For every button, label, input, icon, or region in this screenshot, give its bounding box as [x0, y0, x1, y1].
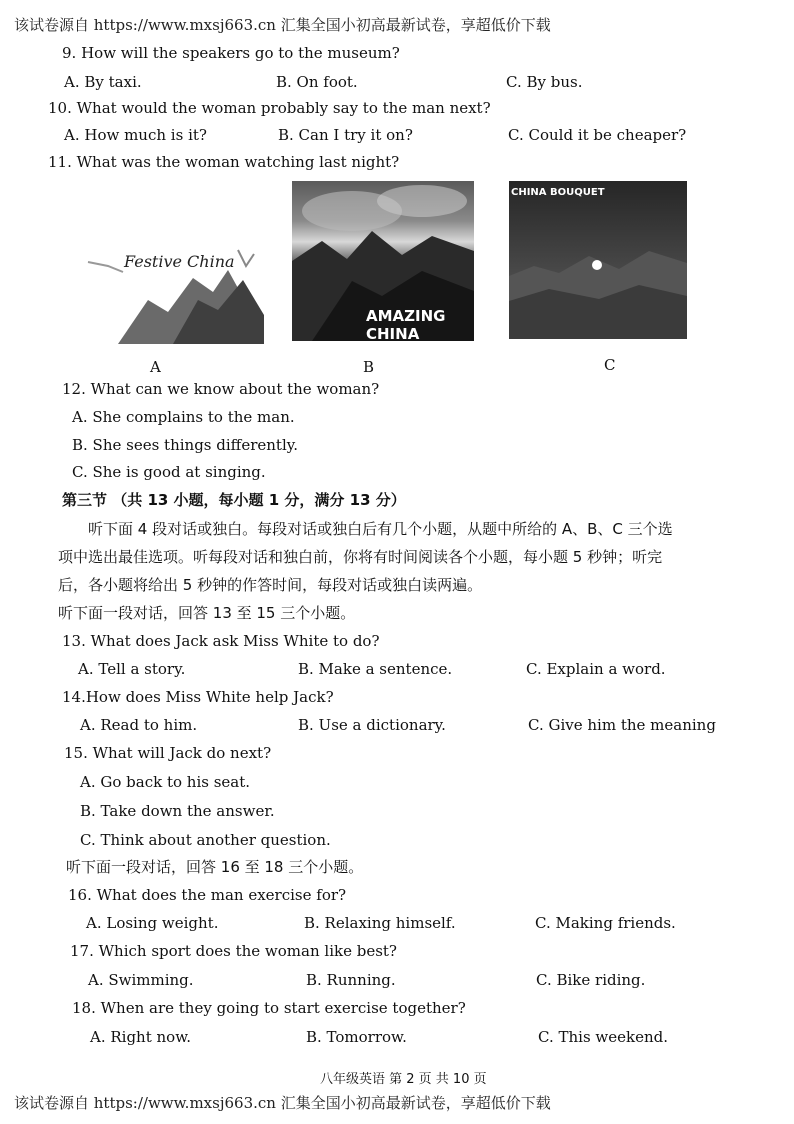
q13-stem: 13. What does Jack ask Miss White to do?	[62, 632, 380, 650]
section3-instruction-line3: 后，各小题将给出 5 秒钟的作答时间，每段对话或独白读两遍。	[58, 576, 483, 594]
q15-stem: 15. What will Jack do next?	[64, 744, 272, 762]
q16-option-c: C. Making friends.	[535, 914, 676, 932]
q11-label-a: A	[150, 358, 161, 376]
section3-instruction-line2: 项中选出最佳选项。听每段对话和独白前，你将有时间阅读各个小题，每小题 5 秒钟；听完	[58, 548, 663, 566]
q14-option-c: C. Give him the meaning	[528, 716, 716, 734]
q10-option-a: A. How much is it?	[64, 126, 207, 144]
q10-option-b: B. Can I try it on?	[278, 126, 413, 144]
image-c-title: CHINA BOUQUET	[511, 187, 605, 198]
q10-option-c: C. Could it be cheaper?	[508, 126, 687, 144]
q18-stem: 18. When are they going to start exercise together?	[72, 999, 466, 1017]
q15-option-a: A. Go back to his seat.	[80, 773, 251, 791]
source-line-top: 该试卷源自 https://www.mxsj663.cn 汇集全国小初高最新试卷，享超低价下载	[14, 16, 551, 34]
group2-instruction: 听下面一段对话，回答 16 至 18 三个小题。	[66, 858, 364, 876]
q12-option-c: C. She is good at singing.	[72, 463, 266, 481]
q9-option-c: C. By bus.	[506, 73, 583, 91]
q17-stem: 17. Which sport does the woman like best?	[70, 942, 397, 960]
q11-image-b	[292, 181, 474, 341]
q16-stem: 16. What does the man exercise for?	[68, 886, 347, 904]
q9-option-a: A. By taxi.	[64, 73, 142, 91]
q17-option-b: B. Running.	[306, 971, 396, 989]
q10-stem: 10. What would the woman probably say to the man next?	[48, 99, 491, 117]
q17-option-a: A. Swimming.	[88, 971, 194, 989]
q11-image-c	[509, 181, 687, 339]
q18-option-c: C. This weekend.	[538, 1028, 668, 1046]
q18-option-a: A. Right now.	[90, 1028, 192, 1046]
q13-option-c: C. Explain a word.	[526, 660, 666, 678]
q11-image-a	[78, 240, 264, 344]
q14-option-a: A. Read to him.	[80, 716, 198, 734]
q9-option-b: B. On foot.	[276, 73, 358, 91]
q14-stem: 14.How does Miss White help Jack?	[62, 688, 334, 706]
section3-heading: 第三节 （共 13 小题，每小题 1 分，满分 13 分）	[62, 491, 406, 509]
q13-option-b: B. Make a sentence.	[298, 660, 453, 678]
q17-option-c: C. Bike riding.	[536, 971, 646, 989]
group1-instruction: 听下面一段对话，回答 13 至 15 三个小题。	[58, 604, 356, 622]
china-bouquet-landscape	[509, 181, 687, 339]
q12-stem: 12. What can we know about the woman?	[62, 380, 380, 398]
q9-stem: 9. How will the speakers go to the museum?	[62, 44, 400, 62]
q11-stem: 11. What was the woman watching last night?	[48, 153, 400, 171]
source-line-bottom: 该试卷源自 https://www.mxsj663.cn 汇集全国小初高最新试卷，享超低价下载	[14, 1094, 551, 1112]
q15-option-b: B. Take down the answer.	[80, 802, 275, 820]
q15-option-c: C. Think about another question.	[80, 831, 331, 849]
q13-option-a: A. Tell a story.	[78, 660, 186, 678]
q16-option-a: A. Losing weight.	[86, 914, 219, 932]
image-a-title: Festive China	[124, 252, 235, 271]
q14-option-b: B. Use a dictionary.	[298, 716, 446, 734]
q12-option-a: A. She complains to the man.	[72, 408, 295, 426]
q16-option-b: B. Relaxing himself.	[304, 914, 456, 932]
section3-instruction-line1: 听下面 4 段对话或独白。每段对话或独白后有几个小题，从题中所给的 A、B、C 三个选	[88, 520, 673, 538]
q11-label-c: C	[604, 356, 616, 374]
q12-option-b: B. She sees things differently.	[72, 436, 298, 454]
q11-label-b: B	[363, 358, 375, 376]
page-footer: 八年级英语 第 2 页 共 10 页	[320, 1072, 487, 1087]
image-b-title: AMAZING CHINA	[366, 307, 446, 341]
q18-option-b: B. Tomorrow.	[306, 1028, 407, 1046]
